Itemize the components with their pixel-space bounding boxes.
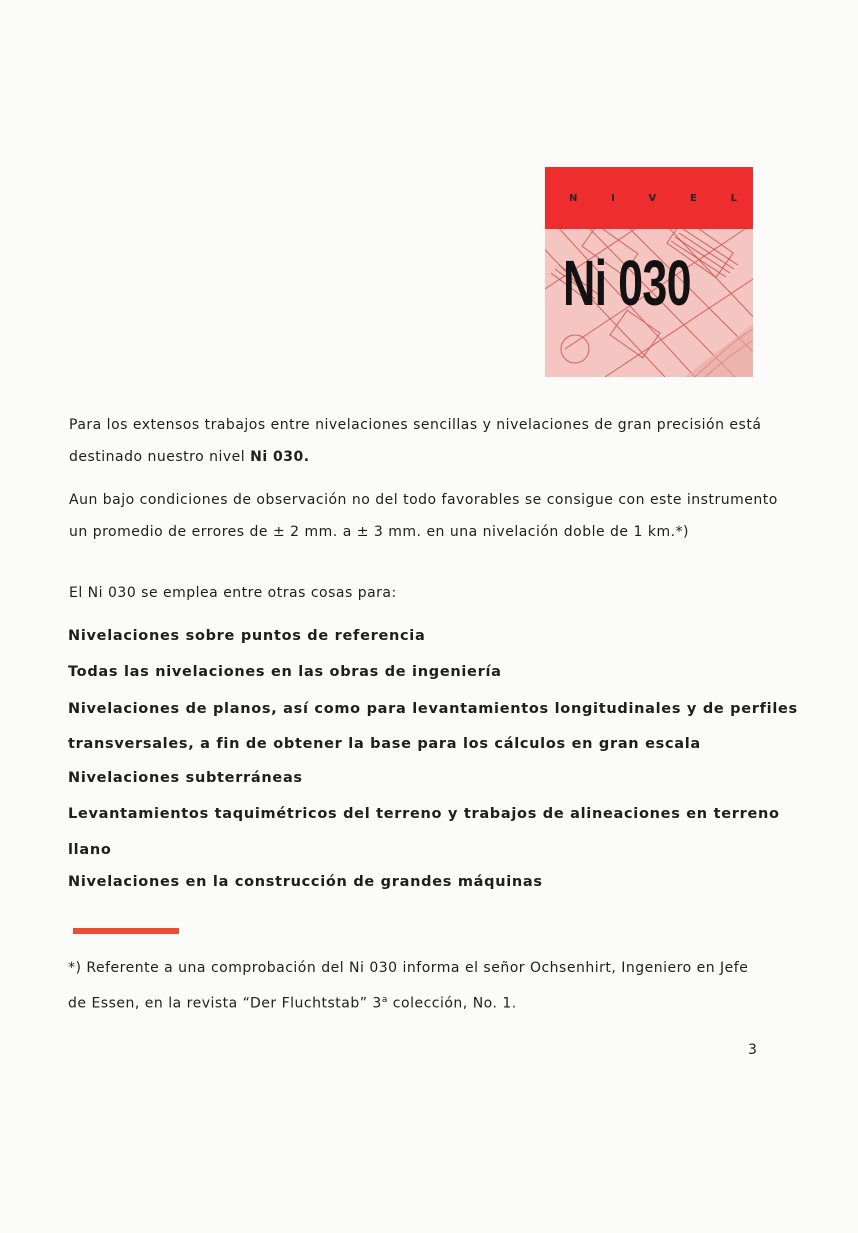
intro-line-2 bbox=[69, 441, 769, 473]
accuracy-line-2: un promedio de errores de ± 2 mm. a ± 3 mm. en una nivelación doble de 1 km.*) bbox=[69, 524, 690, 540]
list-item: Nivelaciones subterráneas bbox=[68, 770, 303, 786]
list-item: transversales, a fin de obtener la base para los cálculos en gran escala bbox=[68, 736, 701, 752]
footnote-line-1: *) Referente a una comprobación del Ni 030 informa el señor Ochsenhirt, Ingeniero en Jefe bbox=[68, 960, 749, 976]
logo-model-name: Ni 030 bbox=[563, 247, 691, 319]
intro-paragraph bbox=[69, 409, 769, 473]
footnote-line-2-end: colección, No. 1. bbox=[387, 995, 517, 1012]
list-item: Nivelaciones de planos, así como para levantamientos longitudinales y de perfiles bbox=[68, 701, 798, 717]
logo-letter: L bbox=[730, 192, 737, 204]
logo-letter: V bbox=[648, 192, 657, 204]
footnote-line-2-text: de Essen, en la revista “Der Fluchtstab” 3 bbox=[68, 995, 382, 1012]
footnote bbox=[68, 952, 768, 1020]
product-logo bbox=[545, 167, 753, 377]
intro-model-name: Ni 030. bbox=[250, 449, 310, 465]
list-item: llano bbox=[68, 842, 112, 858]
logo-band bbox=[545, 167, 753, 229]
list-item: Levantamientos taquimétricos del terreno y trabajos de alineaciones en terreno bbox=[68, 806, 780, 822]
logo-letter: N bbox=[569, 192, 578, 204]
list-item: Nivelaciones en la construcción de grandes máquinas bbox=[68, 874, 543, 890]
uses-intro-text: El Ni 030 se emplea entre otras cosas para: bbox=[69, 585, 397, 601]
list-item: Todas las nivelaciones en las obras de ingeniería bbox=[68, 664, 502, 680]
footnote-ordinal: a bbox=[381, 995, 388, 1005]
logo-letter: I bbox=[611, 192, 615, 204]
accuracy-line-1: Aun bajo condiciones de observación no del todo favorables se consigue con este instrumento bbox=[69, 492, 778, 508]
list-item: Nivelaciones sobre puntos de referencia bbox=[68, 628, 426, 644]
logo-letter: E bbox=[690, 192, 697, 204]
page-number: 3 bbox=[748, 1042, 757, 1058]
accuracy-paragraph bbox=[69, 484, 778, 548]
intro-line-2-text: destinado nuestro nivel bbox=[69, 449, 246, 465]
footnote-line-2 bbox=[68, 984, 768, 1020]
footnote-divider bbox=[73, 928, 179, 934]
uses-intro bbox=[69, 577, 769, 609]
intro-line-1: Para los extensos trabajos entre nivelaciones sencillas y nivelaciones de gran precisión está bbox=[69, 417, 762, 433]
